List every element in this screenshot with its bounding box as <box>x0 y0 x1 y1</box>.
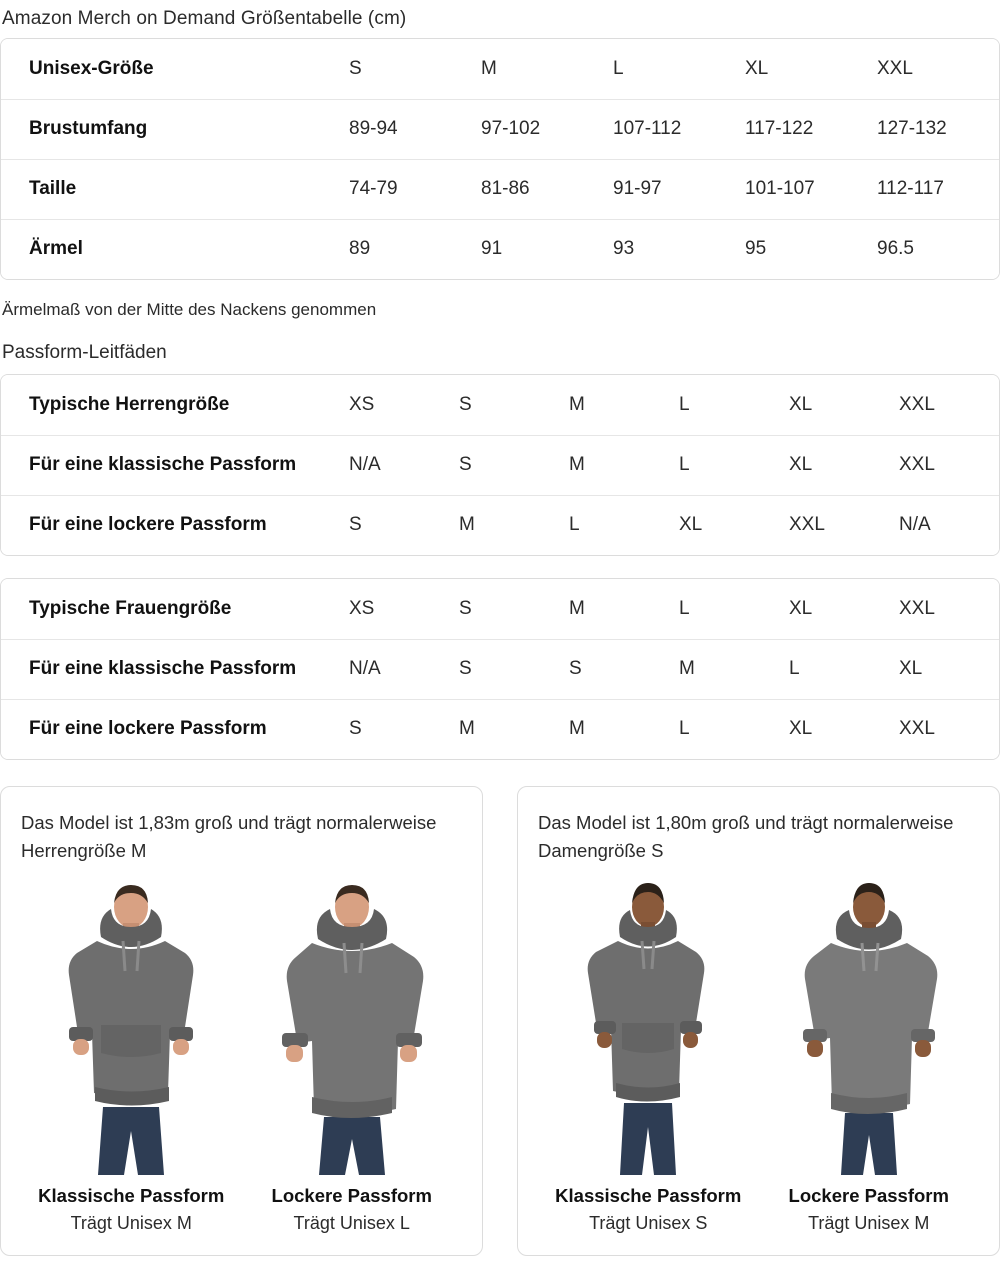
cell-text: 117-122 <box>745 118 814 139</box>
cell-text: S <box>349 514 362 536</box>
cell-text: XXL <box>899 393 935 415</box>
table-row <box>1 39 999 99</box>
female-figures <box>538 875 979 1175</box>
table-row <box>1 219 999 279</box>
table-cell <box>339 39 471 99</box>
table-cell <box>339 375 449 435</box>
cell-text: S <box>349 57 362 79</box>
table-row <box>1 159 999 219</box>
table-cell <box>889 639 999 699</box>
cell-text: XS <box>349 597 375 619</box>
male-model-classic-fit-hoodie <box>33 875 229 1175</box>
table-cell <box>779 375 889 435</box>
male-model-relaxed-fit-hoodie <box>254 875 450 1175</box>
table-cell <box>471 39 603 99</box>
table-cell <box>669 435 779 495</box>
cell-text: M <box>481 57 497 79</box>
fit-name: Lockere Passform <box>271 1184 432 1206</box>
cell-text: S <box>459 597 472 619</box>
fit-size: Trägt Unisex L <box>293 1212 410 1233</box>
cell-text: 74-79 <box>349 178 398 199</box>
row-label <box>1 219 339 279</box>
table-cell <box>735 159 867 219</box>
table-cell <box>339 159 471 219</box>
table-cell <box>449 639 559 699</box>
cell-text: M <box>569 718 585 740</box>
row-label-text: Ärmel <box>29 238 83 260</box>
cell-text: XL <box>789 597 813 619</box>
cell-text: XL <box>789 718 813 740</box>
table-cell <box>559 435 669 495</box>
cell-text: XXL <box>899 718 935 740</box>
cell-text: 91-97 <box>613 178 662 199</box>
table-cell <box>867 159 999 219</box>
cell-text: 112-117 <box>877 178 944 199</box>
table-cell <box>559 639 669 699</box>
row-label <box>1 39 339 99</box>
row-label-text: Unisex-Größe <box>29 57 154 79</box>
row-label <box>1 495 339 555</box>
cell-text: 81-86 <box>481 178 530 199</box>
cell-text: XL <box>789 393 813 415</box>
row-label-text: Für eine lockere Passform <box>29 514 267 536</box>
table-row <box>1 435 999 495</box>
fit-name: Lockere Passform <box>788 1184 949 1206</box>
table-cell <box>339 699 449 759</box>
cell-text: N/A <box>349 454 381 475</box>
table-cell <box>735 39 867 99</box>
table-cell <box>889 699 999 759</box>
cell-text: M <box>569 454 585 475</box>
male-figures <box>21 875 462 1175</box>
mens-fit-table-wrapper <box>0 374 1000 556</box>
figure-caption <box>33 1185 229 1234</box>
table-cell <box>449 375 559 435</box>
table-row <box>1 495 999 555</box>
cell-text: M <box>459 718 475 740</box>
cell-text: L <box>679 597 690 619</box>
female-model-classic-fit-hoodie <box>550 875 746 1175</box>
fit-size: Trägt Unisex S <box>589 1212 708 1233</box>
female-model-relaxed-fit-hoodie <box>771 875 967 1175</box>
table-cell <box>603 99 735 159</box>
table-row <box>1 99 999 159</box>
womens-fit-table-wrapper <box>0 578 1000 760</box>
fit-size: Trägt Unisex M <box>808 1212 930 1233</box>
cell-text: XXL <box>899 597 935 619</box>
cell-text: XXL <box>877 57 913 79</box>
cell-text: S <box>459 454 472 475</box>
row-label-text: Typische Herrengröße <box>29 393 230 415</box>
cell-text: N/A <box>899 514 931 536</box>
cell-text: XL <box>679 514 703 536</box>
cell-text: 89 <box>349 238 371 260</box>
row-label <box>1 99 339 159</box>
table-cell <box>471 219 603 279</box>
table-cell <box>339 639 449 699</box>
table-cell <box>471 159 603 219</box>
table-row <box>1 375 999 435</box>
table-cell <box>339 219 471 279</box>
table-cell <box>339 579 449 639</box>
fit-guides-heading: Passform-Leitfäden <box>2 342 167 363</box>
fit-name: Klassische Passform <box>555 1184 742 1206</box>
cell-text: M <box>569 393 585 415</box>
cell-text: L <box>679 393 690 415</box>
table-cell <box>867 99 999 159</box>
table-cell <box>779 699 889 759</box>
cell-text: S <box>459 393 472 415</box>
row-label-text: Für eine lockere Passform <box>29 718 267 740</box>
table-cell <box>559 375 669 435</box>
cell-text: M <box>679 658 695 679</box>
table-cell <box>559 495 669 555</box>
cell-text: 107-112 <box>613 118 682 139</box>
table-cell <box>449 495 559 555</box>
unisex-size-table-wrapper <box>0 38 1000 280</box>
row-label-text: Typische Frauengröße <box>29 597 232 619</box>
cell-text: 96.5 <box>877 238 914 260</box>
unisex-size-table <box>1 39 999 279</box>
cell-text: S <box>569 658 582 679</box>
page-title: Amazon Merch on Demand Größentabelle (cm) <box>2 8 407 29</box>
cell-text: XS <box>349 393 375 415</box>
cell-text: 97-102 <box>481 118 541 139</box>
female-model-card <box>517 786 1000 1256</box>
cell-text: 101-107 <box>745 178 815 199</box>
row-label <box>1 579 339 639</box>
figure-caption <box>771 1185 967 1234</box>
table-cell <box>889 435 999 495</box>
table-cell <box>339 495 449 555</box>
womens-fit-table <box>1 579 999 759</box>
table-cell <box>449 579 559 639</box>
cell-text: 95 <box>745 238 767 260</box>
table-cell <box>603 39 735 99</box>
row-label <box>1 159 339 219</box>
table-cell <box>867 219 999 279</box>
table-cell <box>779 639 889 699</box>
female-model-description: Das Model ist 1,80m groß und trägt normalerweise Damengröße S <box>538 812 954 861</box>
table-cell <box>603 219 735 279</box>
table-cell <box>669 699 779 759</box>
cell-text: 93 <box>613 238 635 260</box>
male-figure-captions <box>21 1185 462 1234</box>
table-cell <box>867 39 999 99</box>
row-label <box>1 699 339 759</box>
table-cell <box>339 435 449 495</box>
cell-text: L <box>569 514 580 536</box>
figure-caption <box>254 1185 450 1234</box>
table-cell <box>603 159 735 219</box>
figure-caption <box>550 1185 746 1234</box>
row-label-text: Für eine klassische Passform <box>29 454 297 475</box>
female-figure-captions <box>538 1185 979 1234</box>
row-label <box>1 375 339 435</box>
table-row <box>1 579 999 639</box>
cell-text: XL <box>789 454 813 475</box>
table-cell <box>669 375 779 435</box>
row-label-text: Brustumfang <box>29 118 148 139</box>
model-cards <box>0 786 1000 1256</box>
row-label <box>1 435 339 495</box>
cell-text: XL <box>899 658 923 679</box>
table-cell <box>779 495 889 555</box>
fit-size: Trägt Unisex M <box>70 1212 192 1233</box>
mens-fit-table <box>1 375 999 555</box>
cell-text: XXL <box>899 454 935 475</box>
table-cell <box>779 579 889 639</box>
table-cell <box>471 99 603 159</box>
table-cell <box>669 579 779 639</box>
row-label-text: Taille <box>29 178 77 199</box>
cell-text: L <box>789 658 800 679</box>
cell-text: L <box>679 454 690 475</box>
table-cell <box>449 699 559 759</box>
cell-text: S <box>459 658 472 679</box>
table-spacer <box>0 560 1000 578</box>
cell-text: 89-94 <box>349 118 398 139</box>
cell-text: XL <box>745 57 769 79</box>
table-cell <box>559 579 669 639</box>
sleeve-measurement-note: Ärmelmaß von der Mitte des Nackens genommen <box>2 300 377 319</box>
cell-text: S <box>349 718 362 740</box>
table-cell <box>889 495 999 555</box>
cell-text: M <box>459 514 475 536</box>
male-model-description: Das Model ist 1,83m groß und trägt normalerweise Herrengröße M <box>21 812 437 861</box>
cell-text: L <box>679 718 690 740</box>
table-cell <box>735 219 867 279</box>
table-cell <box>889 375 999 435</box>
table-cell <box>735 99 867 159</box>
table-row <box>1 699 999 759</box>
row-label-text: Für eine klassische Passform <box>29 658 297 679</box>
table-cell <box>339 99 471 159</box>
table-cell <box>669 639 779 699</box>
cell-text: L <box>613 57 624 79</box>
table-cell <box>559 699 669 759</box>
cell-text: 91 <box>481 238 503 260</box>
table-cell <box>669 495 779 555</box>
cell-text: 127-132 <box>877 118 947 139</box>
male-model-card <box>0 786 483 1256</box>
table-cell <box>889 579 999 639</box>
table-row <box>1 639 999 699</box>
cell-text: M <box>569 597 585 619</box>
table-cell <box>449 435 559 495</box>
row-label <box>1 639 339 699</box>
cell-text: XXL <box>789 514 825 536</box>
table-cell <box>779 435 889 495</box>
fit-name: Klassische Passform <box>38 1184 225 1206</box>
cell-text: N/A <box>349 658 381 679</box>
